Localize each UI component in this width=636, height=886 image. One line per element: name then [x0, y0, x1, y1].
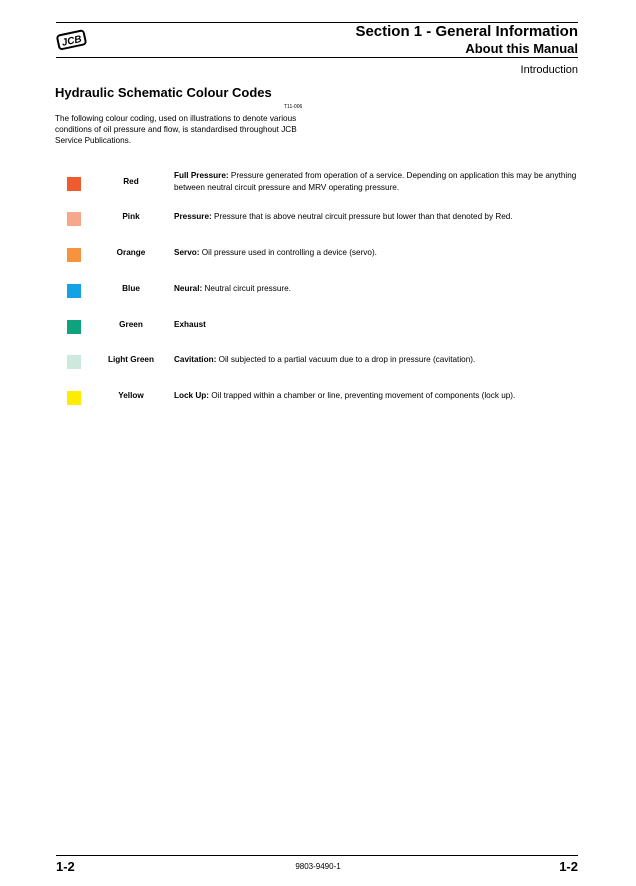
description-text: Pressure generated from operation of a service. Depending on application this may be anything between neutral circuit pressure and MRV operating pressure.	[174, 171, 577, 192]
description-text: Oil pressure used in controlling a device (servo).	[199, 248, 377, 257]
colour-swatch	[67, 248, 81, 262]
description-term: Cavitation:	[174, 355, 217, 364]
colour-row-blue	[0, 277, 636, 307]
section-title: Section 1 - General Information	[355, 23, 578, 40]
description-text: Pressure that is above neutral circuit pressure but lower than that denoted by Red.	[211, 212, 513, 221]
description-term: Neural:	[174, 284, 203, 293]
colour-row-pink	[0, 205, 636, 235]
colour-swatch	[67, 284, 81, 298]
description-term: Exhaust	[174, 320, 206, 329]
colour-name: Blue	[122, 284, 140, 293]
page-number-right: 1-2	[559, 859, 578, 874]
document-number: 9803-9490-1	[295, 862, 341, 871]
colour-row-orange	[0, 241, 636, 271]
colour-name: Pink	[122, 212, 140, 221]
description-term: Full Pressure:	[174, 171, 229, 180]
subsection-rule	[56, 57, 578, 58]
description-term: Pressure:	[174, 212, 212, 221]
description-text: Neutral circuit pressure.	[202, 284, 291, 293]
colour-row-green	[0, 313, 636, 343]
description-term: Servo:	[174, 248, 200, 257]
colour-description	[174, 319, 579, 331]
colour-description	[174, 390, 579, 402]
description-term: Lock Up:	[174, 391, 210, 400]
description-text: Oil trapped within a chamber or line, preventing movement of components (lock up).	[209, 391, 516, 400]
colour-description	[174, 247, 579, 259]
colour-description	[174, 211, 579, 223]
logo-text: JCB	[60, 33, 83, 49]
colour-description	[174, 354, 579, 366]
colour-name: Yellow	[118, 391, 144, 400]
colour-row-light-green	[0, 348, 636, 378]
subsection-title: About this Manual	[465, 41, 578, 56]
colour-name: Orange	[116, 248, 146, 257]
intro-paragraph: The following colour coding, used on illustrations to denote various conditions of oil pressure and flow, is standardised throughout JCB Service Publications.	[55, 114, 297, 145]
colour-swatch	[67, 391, 81, 405]
reference-code: T11-006	[284, 104, 303, 110]
colour-swatch	[67, 320, 81, 334]
colour-name: Red	[123, 177, 139, 186]
footer-rule	[56, 855, 578, 856]
colour-row-red	[0, 170, 636, 200]
colour-description	[174, 283, 579, 295]
colour-name: Green	[119, 320, 143, 329]
description-text: Oil subjected to a partial vacuum due to a drop in pressure (cavitation).	[216, 355, 476, 364]
page-heading: Hydraulic Schematic Colour Codes	[55, 85, 272, 100]
colour-description	[174, 170, 579, 194]
colour-row-yellow	[0, 384, 636, 414]
page-number-left: 1-2	[56, 859, 75, 874]
topic-label: Introduction	[520, 64, 578, 76]
colour-swatch	[67, 355, 81, 369]
colour-swatch	[67, 177, 81, 191]
colour-swatch	[67, 212, 81, 226]
jcb-logo	[55, 29, 88, 51]
colour-name: Light Green	[108, 355, 154, 364]
